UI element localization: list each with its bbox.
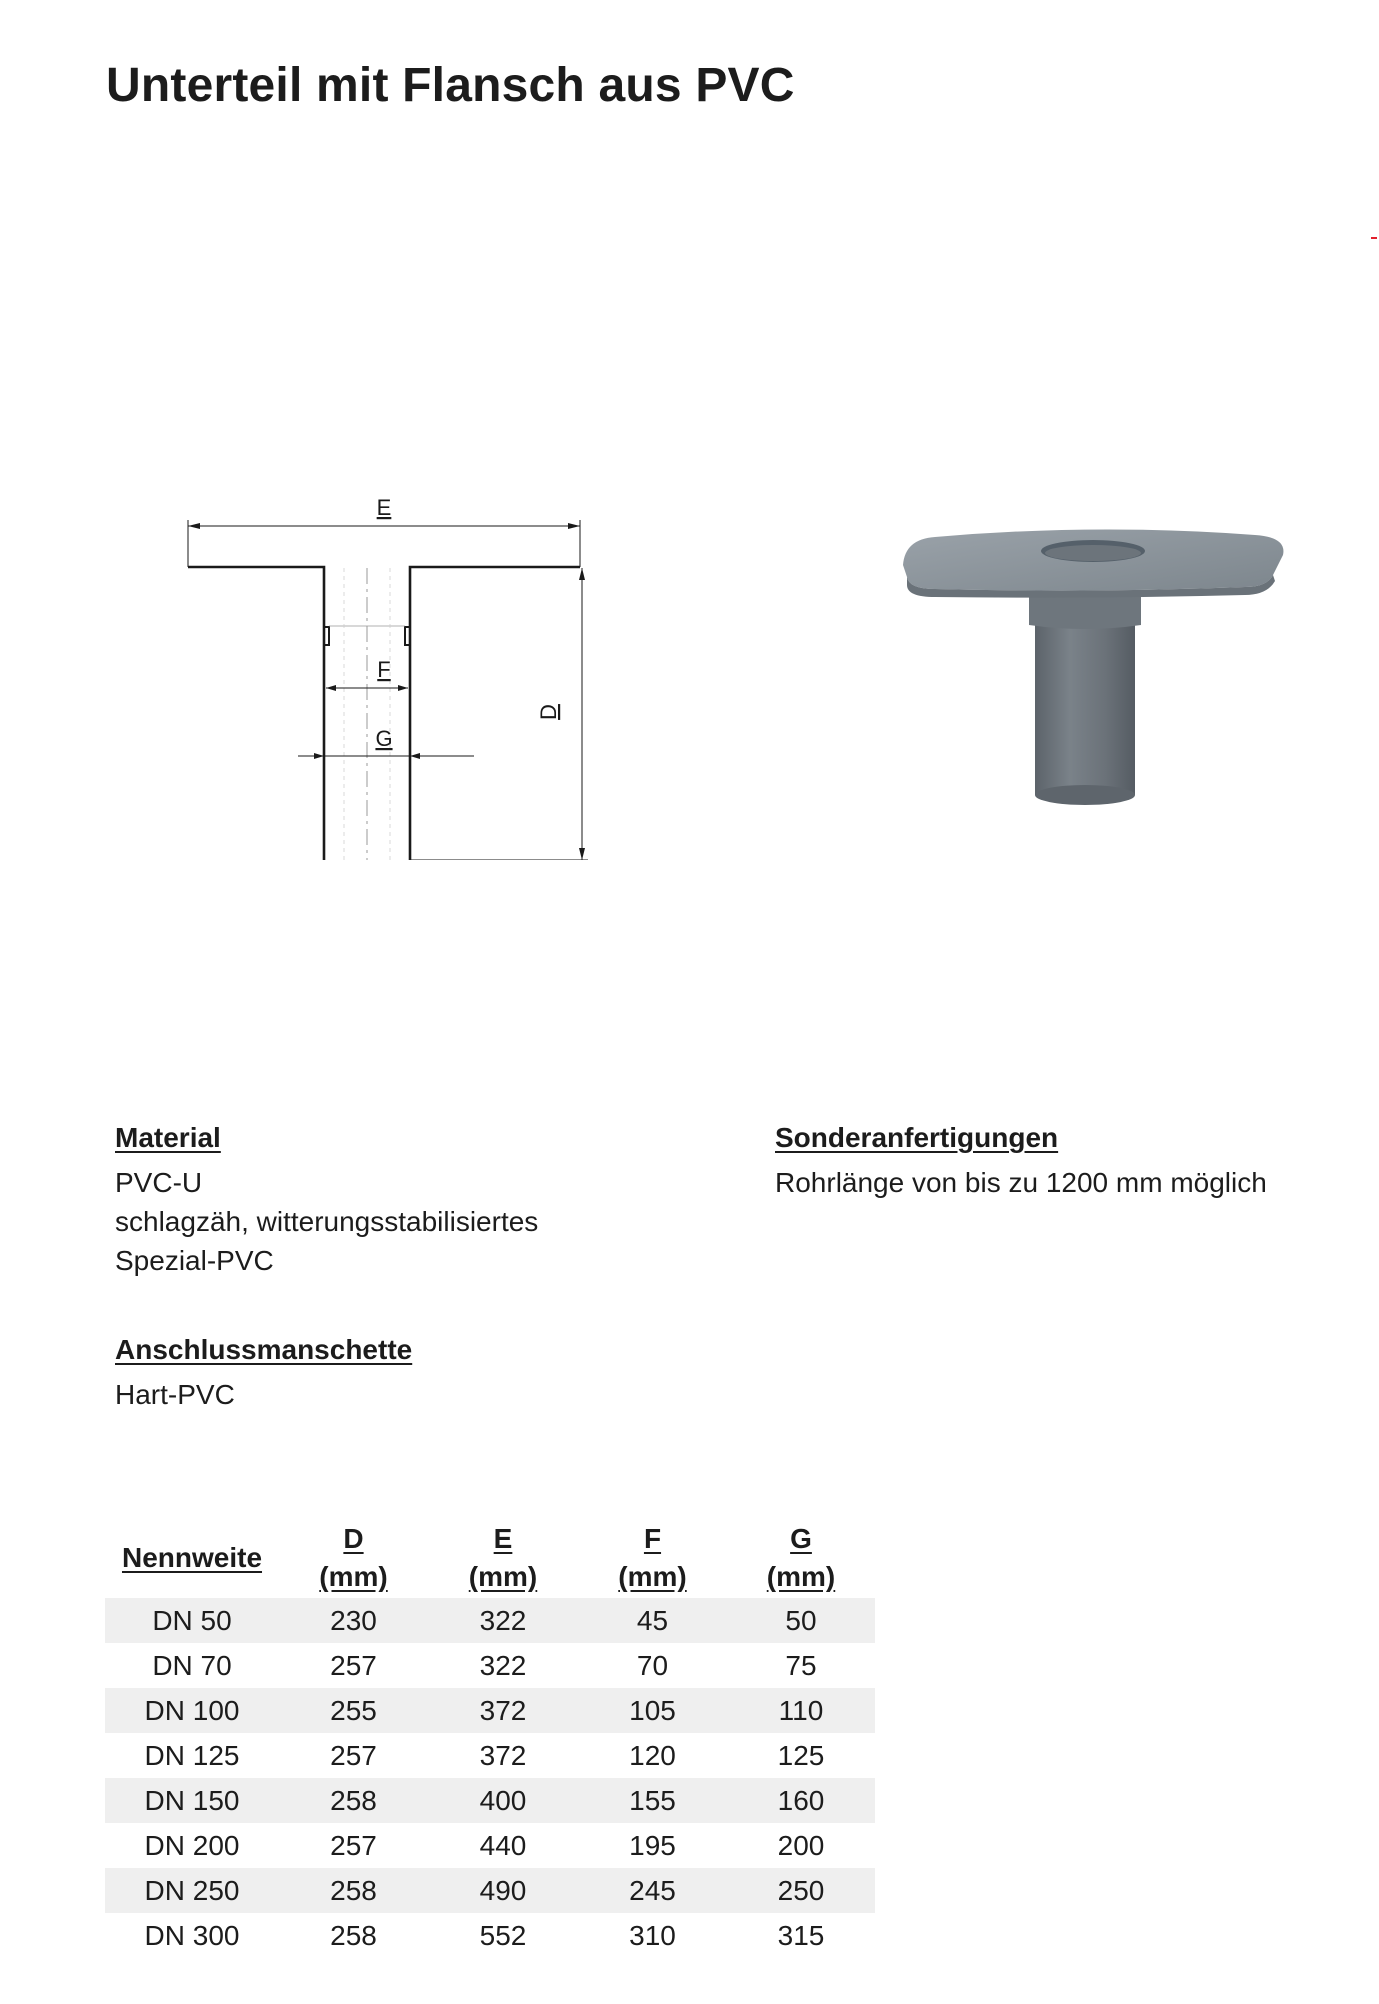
table-cell: 250: [727, 1868, 875, 1913]
table-row: [105, 1913, 875, 1958]
table-cell: 552: [479, 1919, 527, 1951]
table-cell: 258: [279, 1778, 428, 1823]
header-f: F (mm): [618, 1523, 687, 1592]
table-cell: 200: [777, 1829, 825, 1861]
table-cell: DN 200: [144, 1829, 240, 1861]
table-row: [105, 1778, 875, 1823]
table-cell: 372: [428, 1688, 578, 1733]
technical-drawing: [180, 490, 620, 860]
table-cell: 315: [777, 1919, 825, 1951]
table-cell: 257: [330, 1739, 377, 1771]
material-line: Spezial-PVC: [115, 1245, 274, 1276]
table-row: [105, 1643, 875, 1688]
table-cell: 160: [727, 1778, 875, 1823]
table-cell: DN 150: [105, 1778, 279, 1823]
header-g: G (mm): [766, 1523, 836, 1592]
table-cell: 45: [578, 1598, 727, 1643]
header-e: E (mm): [468, 1523, 538, 1592]
table-cell: 110: [727, 1688, 875, 1733]
material-line: schlagzäh, witterungsstabilisiertes: [115, 1206, 539, 1237]
sonder-section: [775, 1118, 1267, 1202]
table-cell: DN 125: [144, 1739, 240, 1771]
table-cell: 120: [629, 1739, 676, 1771]
sonder-text: Rohrlänge von bis zu 1200 mm möglich: [775, 1167, 1267, 1198]
table-header-row: [105, 1520, 875, 1598]
anschluss-text: Hart-PVC: [115, 1379, 235, 1410]
product-image: [895, 525, 1295, 820]
table-row: [105, 1733, 875, 1778]
table-cell: 125: [777, 1739, 825, 1771]
anschluss-section: [115, 1330, 412, 1414]
header-d: D (mm): [319, 1523, 388, 1592]
table-cell: 400: [428, 1778, 578, 1823]
label-g: G: [375, 726, 393, 751]
accent-mark: [1371, 237, 1377, 239]
table-cell: DN 50: [105, 1598, 279, 1643]
anschluss-heading: Anschlussmanschette: [115, 1334, 413, 1365]
table-cell: DN 100: [105, 1688, 279, 1733]
dimensions-table: [105, 1520, 875, 1958]
table-cell: DN 300: [144, 1919, 240, 1951]
table-row: [105, 1688, 875, 1733]
table-cell: 310: [629, 1919, 676, 1951]
table-cell: 257: [330, 1649, 377, 1681]
table-cell: 258: [330, 1919, 377, 1951]
header-nennweite: Nennweite: [121, 1542, 263, 1573]
page-title: Unterteil mit Flansch aus PVC: [106, 59, 795, 112]
table-cell: DN 250: [105, 1868, 279, 1913]
table-cell: 70: [636, 1649, 669, 1681]
label-f: F: [377, 657, 391, 682]
table-cell: 230: [279, 1598, 428, 1643]
table-cell: 372: [479, 1739, 527, 1771]
table-cell: 255: [279, 1688, 428, 1733]
material-line: PVC-U: [115, 1167, 203, 1198]
table-cell: 322: [428, 1598, 578, 1643]
material-section: [115, 1118, 538, 1280]
material-heading: Material: [115, 1122, 221, 1153]
table-cell: 440: [479, 1829, 527, 1861]
table-cell: 490: [428, 1868, 578, 1913]
table-cell: 50: [727, 1598, 875, 1643]
table-cell: 258: [279, 1868, 428, 1913]
table-cell: 257: [330, 1829, 377, 1861]
flange-outline: [188, 567, 580, 860]
table-cell: DN 70: [152, 1649, 232, 1681]
table-cell: 155: [578, 1778, 727, 1823]
label-e: E: [376, 495, 392, 520]
table-cell: 322: [479, 1649, 527, 1681]
sonder-heading: Sonderanfertigungen: [775, 1122, 1059, 1153]
table-cell: 245: [578, 1868, 727, 1913]
table-row: [105, 1823, 875, 1868]
table-cell: 105: [578, 1688, 727, 1733]
table-row: [105, 1868, 875, 1913]
table-row: [105, 1598, 875, 1643]
table-cell: 195: [629, 1829, 676, 1861]
table-cell: 75: [785, 1649, 817, 1681]
label-d: D: [536, 704, 561, 720]
